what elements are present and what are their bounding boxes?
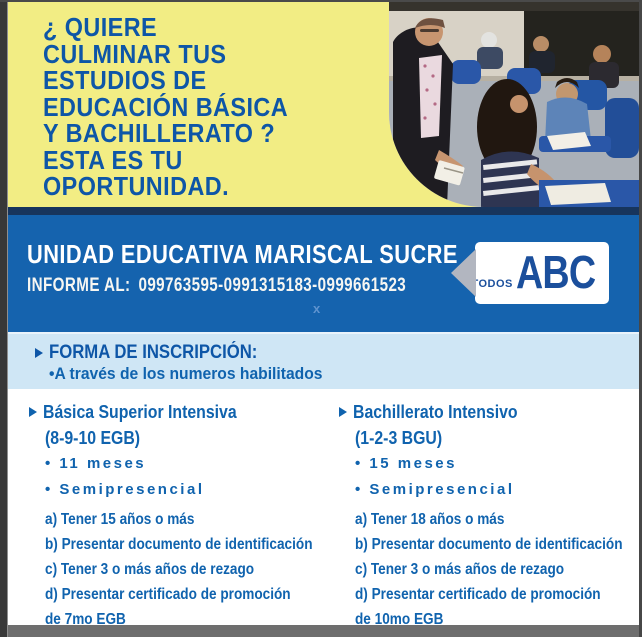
headline-line: OPORTUNIDAD.	[43, 171, 230, 201]
phone-numbers: 099763595-0991315183-0999661523	[138, 275, 407, 296]
program-title: Bachillerato Intensivo	[353, 401, 518, 422]
headline-line: Y BACHILLERATO ?	[43, 118, 276, 148]
arrow-right-icon	[29, 407, 37, 417]
requirement-line: b) Presentar documento de identificación	[355, 536, 623, 553]
inscription-detail: •A través de los numeros habilitados	[49, 364, 323, 383]
program-subtitle: (1-2-3 BGU)	[355, 428, 443, 448]
program-duration: • 15 meses	[355, 455, 457, 472]
headline-line: ESTA ES TU	[43, 144, 183, 175]
informe-label: INFORME AL:	[27, 275, 131, 296]
contact-line	[27, 275, 406, 297]
classroom-photo-illustration	[389, 2, 639, 207]
program-title-row	[339, 399, 639, 425]
badge-abc-text: ABC	[515, 246, 596, 299]
classroom-photo	[389, 2, 639, 207]
navy-divider	[7, 207, 639, 215]
arrow-right-icon	[339, 407, 347, 417]
requirements-list	[45, 507, 329, 632]
headline	[43, 14, 288, 200]
program-bachillerato	[339, 399, 639, 632]
program-title: Básica Superior Intensiva	[43, 401, 237, 422]
arrow-right-icon	[35, 348, 43, 358]
frame-top-border	[0, 0, 642, 2]
headline-line: ¿ QUIERE	[43, 12, 158, 42]
requirement-line: d) Presentar certificado de promoción	[45, 586, 291, 603]
watermark-x: x	[313, 301, 321, 316]
program-basica-superior	[29, 399, 329, 632]
program-title-row	[29, 399, 329, 425]
requirement-line: a) Tener 15 años o más	[45, 511, 195, 528]
program-modality: • Semipresencial	[355, 481, 515, 498]
program-duration: • 11 meses	[45, 455, 147, 472]
requirement-line: de 7mo EGB	[45, 611, 126, 628]
requirement-line: d) Presentar certificado de promoción	[355, 586, 601, 603]
requirements-list	[355, 507, 639, 632]
headline-line: ESTUDIOS DE	[43, 65, 207, 95]
programs-section	[7, 389, 639, 628]
requirement-line: b) Presentar documento de identificación	[45, 536, 313, 553]
badge-small-text: TODOS	[471, 278, 513, 290]
top-section	[7, 2, 639, 207]
requirement-line: c) Tener 3 o más años de rezago	[355, 561, 565, 578]
inscription-title: FORMA DE INSCRIPCIÓN:	[49, 342, 258, 363]
frame-left-border	[0, 0, 8, 637]
program-subtitle: (8-9-10 EGB)	[45, 428, 141, 448]
info-banner	[7, 215, 639, 332]
program-modality: • Semipresencial	[45, 481, 205, 498]
todos-abc-badge	[471, 242, 609, 304]
inscription-band	[7, 332, 639, 389]
inscription-title-row	[35, 342, 286, 364]
requirement-line: c) Tener 3 o más años de rezago	[45, 561, 255, 578]
school-name: UNIDAD EDUCATIVA MARISCAL SUCRE	[27, 239, 458, 269]
headline-line: EDUCACIÓN BÁSICA	[43, 91, 289, 122]
requirement-line: de 10mo EGB	[355, 611, 444, 628]
requirement-line: a) Tener 18 años o más	[355, 511, 505, 528]
badge-arrow-left-icon	[451, 249, 476, 297]
headline-line: CULMINAR TUS	[43, 38, 227, 69]
